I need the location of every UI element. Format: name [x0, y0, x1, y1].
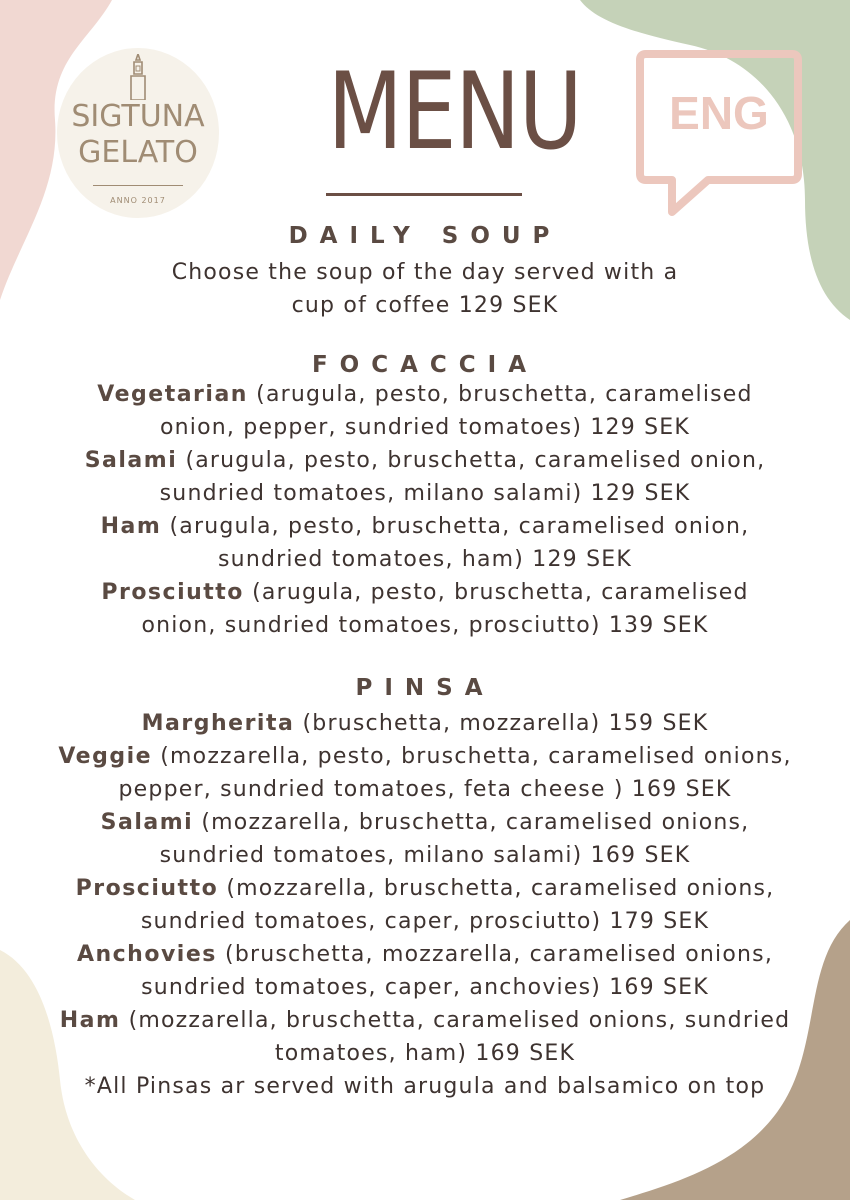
logo-divider — [93, 185, 183, 186]
item-description: (arugula, pesto, bruschetta, caramelised — [243, 580, 749, 605]
item-description: (mozzarella, pesto, bruschetta, caramelised onions, — [152, 744, 792, 769]
item-name: Prosciutto — [101, 580, 244, 605]
daily-soup-description — [0, 256, 850, 322]
item-description: (bruschetta, mozzarella, caramelised onions, — [216, 942, 774, 967]
menu-item — [0, 806, 850, 872]
language-badge[interactable]: ENG — [669, 87, 769, 139]
menu-item — [0, 740, 850, 806]
item-description: sundried tomatoes, ham) 129 SEK — [218, 547, 632, 572]
item-description: sundried tomatoes, caper, prosciutto) 179 SEK — [140, 909, 710, 934]
item-name: Veggie — [58, 744, 153, 769]
item-description: (mozzarella, bruschetta, caramelised onions, sundried — [120, 1008, 791, 1033]
item-name: Vegetarian — [97, 382, 248, 407]
item-name: Margherita — [141, 711, 295, 736]
menu-item — [0, 576, 850, 642]
daily-soup-line: cup of coffee 129 SEK — [291, 293, 559, 318]
church-tower-icon — [123, 54, 153, 100]
item-description: onion, sundried tomatoes, prosciutto) 139 SEK — [141, 613, 709, 638]
page-title: MENU — [327, 50, 582, 174]
brand-logo — [57, 48, 219, 218]
pinsa-list — [0, 707, 850, 1103]
item-name: Salami — [84, 448, 178, 473]
item-name: Anchovies — [76, 942, 217, 967]
item-description: (arugula, pesto, bruschetta, caramelised onion, — [177, 448, 766, 473]
pinsa-footnote: *All Pinsas ar served with arugula and balsamico on top — [84, 1074, 766, 1099]
daily-soup-line: Choose the soup of the day served with a — [171, 260, 679, 285]
section-heading-focaccia: FOCACCIA — [311, 352, 539, 378]
title-underline — [326, 193, 522, 196]
item-description: (bruschetta, mozzarella) 159 SEK — [294, 711, 709, 736]
logo-anno: ANNO 2017 — [110, 196, 166, 205]
item-description: (arugula, pesto, bruschetta, caramelised onion, — [161, 514, 750, 539]
focaccia-list — [0, 378, 850, 642]
item-description: (mozzarella, bruschetta, caramelised onions, — [218, 876, 775, 901]
item-name: Ham — [100, 514, 162, 539]
item-description: tomatoes, ham) 169 SEK — [274, 1041, 576, 1066]
item-name: Prosciutto — [75, 876, 219, 901]
item-name: Salami — [100, 810, 194, 835]
section-heading-daily-soup: DAILY SOUP — [288, 223, 562, 249]
menu-item — [0, 444, 850, 510]
menu-item — [0, 510, 850, 576]
item-description: (mozzarella, bruschetta, caramelised onions, — [193, 810, 750, 835]
logo-line-1: SIGTUNA — [71, 99, 205, 134]
menu-item — [0, 872, 850, 938]
item-description: (arugula, pesto, bruschetta, caramelised — [247, 382, 753, 407]
menu-item — [0, 938, 850, 1004]
section-heading-pinsa: PINSA — [355, 675, 495, 701]
menu-item — [0, 707, 850, 740]
menu-item — [0, 378, 850, 444]
item-name: Ham — [59, 1008, 121, 1033]
item-description: onion, pepper, sundried tomatoes) 129 SEK — [160, 415, 690, 440]
menu-item — [0, 1004, 850, 1070]
item-description: sundried tomatoes, milano salami) 129 SEK — [159, 481, 691, 506]
item-description: sundried tomatoes, caper, anchovies) 169 SEK — [141, 975, 709, 1000]
item-description: pepper, sundried tomatoes, feta cheese ) 169 SEK — [118, 777, 732, 802]
item-description: sundried tomatoes, milano salami) 169 SEK — [159, 843, 691, 868]
logo-line-2: GELATO — [78, 135, 198, 170]
